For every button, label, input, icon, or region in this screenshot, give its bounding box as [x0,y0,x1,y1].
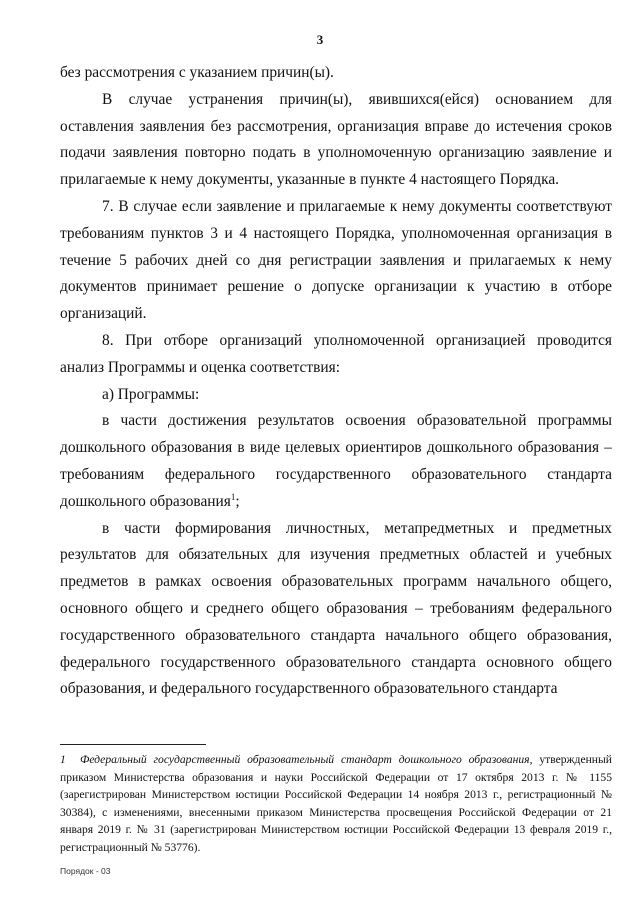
footer-label: Порядок - 03 [60,866,111,876]
footnote-mark: 1 [60,753,66,766]
paragraph-continuation: без рассмотрения с указанием причин(ы). [60,64,334,81]
paragraph-resubmission: В случае устранения причин(ы), явившихся(ейся) основанием для оставления заявления без рассмотрения, организация вправе до истечения сроков подачи заявления повторно подать в уполномоченную организацию заявление и прилагаемые к нему документы, указанные в пункте 4 настоящего Порядка. [60,90,612,189]
footnote-divider [60,744,206,745]
paragraph-subitem-a: а) Программы: [102,385,200,403]
footnote-reference[interactable]: 1 [230,491,236,502]
footnote [60,751,612,857]
paragraph-item-7: 7. В случае если заявление и прилагаемые к нему документы соответствуют требованиям пунктов 3 и 4 настоящего Порядка, уполномоченная организация в течение 5 рабочих дней со дня регистрации заявления и прилагаемых к нему документов принимает решение о допуске организации к участию в отборе организаций. [60,197,612,323]
paragraph-preschool-suffix: ; [235,492,240,510]
paragraph-preschool [60,408,612,515]
paragraph-preschool-text: в части достижения результатов освоения образовательной программы дошкольного образования в виде целевых ориентиров дошкольного образования – требованиям федерального государственного образовательного стандарта дошкольного образования [60,412,612,510]
body-text [60,60,612,703]
paragraph-item-8: 8. При отборе организаций уполномоченной организацией проводится анализ Программы и оценка соответствия: [60,331,612,376]
footnote-italic-text: Федеральный государственный образовательный стандарт дошкольного образования, [80,753,533,766]
page-number: 3 [316,32,324,47]
paragraph-general-education: в части формирования личностных, метапредметных и предметных результатов для обязательных для изучения предметных областей и учебных предметов в рамках освоения образовательных программ начального общего, основного общего и среднего общего образования – требованиям федерального государственного образовательного стандарта начального общего образования, федерального государственного образовательного стандарта основного общего образования, и федерального государственного образовательного стандарта [60,519,612,698]
footnote-text: утвержденный приказом Министерства образования и науки Российской Федерации от 17 октября 2013 г. № 1155 (зарегистрирован Министерством юстиции Российской Федерации 14 ноября 2013 г., регистрационный № 30384), с изменениями, внесенными приказом Министерства просвещения Российской Федерации от 21 января 2019 г. № 31 (зарегистрирован Министерством юстиции Российской Федерации 13 февраля 2019 г., регистрационный № 53776). [60,753,612,854]
